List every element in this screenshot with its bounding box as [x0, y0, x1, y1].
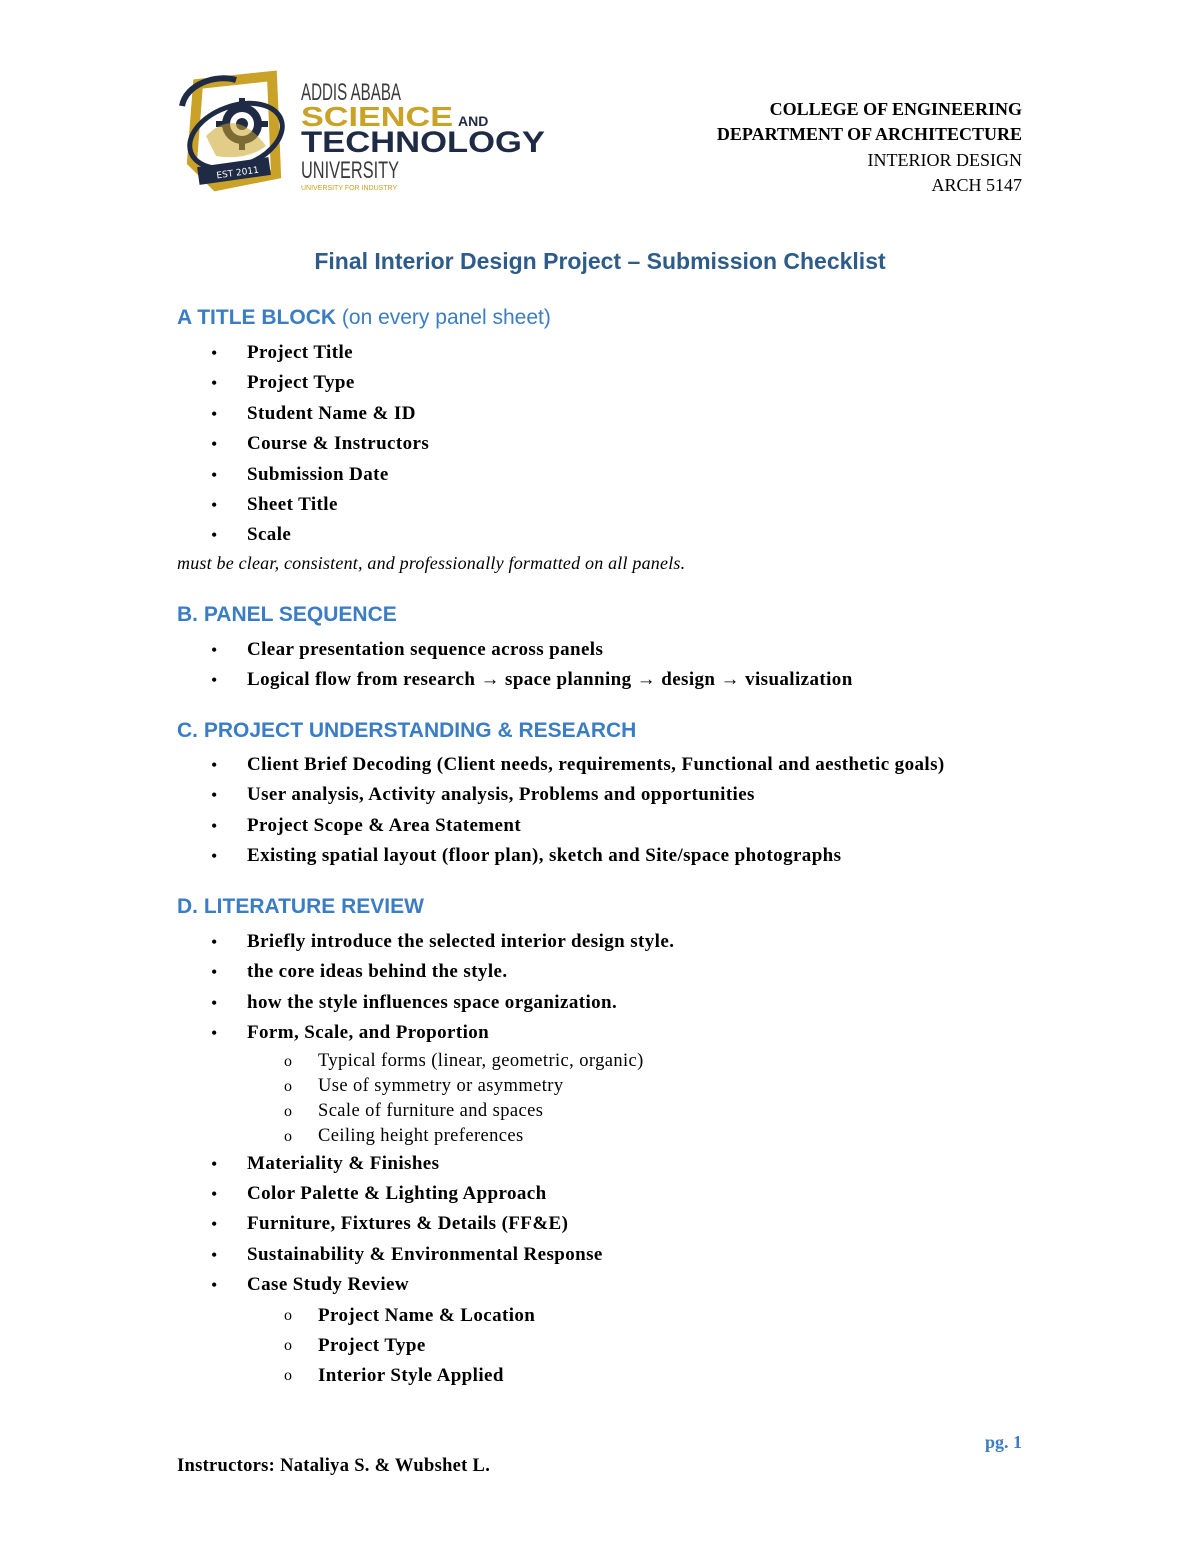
- footer-instructors: Instructors: Nataliya S. & Wubshet L.: [177, 1456, 491, 1476]
- list-item: • Furniture, Fixtures & Details (FF&E): [0, 1209, 674, 1239]
- sub-list-item: o Scale of furniture and spaces: [0, 1099, 674, 1124]
- section-a-heading-paren: (on every panel sheet): [341, 306, 551, 329]
- list-item: • Case Study Review: [0, 1270, 674, 1300]
- list-item: • Student Name & ID: [0, 399, 429, 429]
- list-item: • Scale: [0, 520, 429, 550]
- header-course-code: ARCH 5147: [931, 175, 1022, 195]
- list-item: • Existing spatial layout (floor plan), sketch and Site/space photographs: [0, 841, 945, 871]
- seal-text: EST 2011: [215, 165, 260, 182]
- sub-list-item: o Use of symmetry or asymmetry: [0, 1074, 674, 1099]
- section-b-list: [0, 635, 853, 696]
- sub-list-item: o Typical forms (linear, geometric, organic): [0, 1049, 674, 1074]
- section-a-note: must be clear, consistent, and professionally formatted on all panels.: [177, 553, 686, 573]
- list-item: • Logical flow from research → space planning → design → visualization: [0, 665, 853, 695]
- section-d-list: [0, 927, 674, 1391]
- logo-line-and: AND: [458, 113, 489, 129]
- sub-list-item: o Project Name & Location: [0, 1301, 674, 1331]
- sub-list-item: o Ceiling height preferences: [0, 1124, 674, 1149]
- section-a-heading-main: A TITLE BLOCK: [177, 306, 337, 329]
- section-c-list: [0, 750, 945, 872]
- page-title: Final Interior Design Project – Submission Checklist: [314, 248, 886, 274]
- list-item: • Submission Date: [0, 460, 429, 490]
- page-number: pg. 1: [984, 1432, 1022, 1452]
- list-item: • Materiality & Finishes: [0, 1149, 674, 1179]
- list-item: • Clear presentation sequence across panels: [0, 635, 853, 665]
- header-college: COLLEGE OF ENGINEERING: [769, 99, 1022, 119]
- list-item: • how the style influences space organization.: [0, 988, 674, 1018]
- section-a-list: [0, 338, 429, 551]
- list-item: • Sustainability & Environmental Response: [0, 1240, 674, 1270]
- section-c-heading: C. PROJECT UNDERSTANDING & RESEARCH: [177, 719, 637, 742]
- sub-list-item: o Project Type: [0, 1331, 674, 1361]
- list-item: • Project Title: [0, 338, 429, 368]
- section-a-heading: [177, 306, 551, 330]
- list-item: • Course & Instructors: [0, 429, 429, 459]
- university-seal-icon: [181, 76, 292, 186]
- list-item: • Project Scope & Area Statement: [0, 811, 945, 841]
- header-program: INTERIOR DESIGN: [867, 150, 1022, 170]
- section-d-heading: D. LITERATURE REVIEW: [177, 895, 424, 918]
- header-department: DEPARTMENT OF ARCHITECTURE: [716, 124, 1022, 144]
- list-item: • Client Brief Decoding (Client needs, requirements, Functional and aesthetic goals): [0, 750, 945, 780]
- list-item: • Color Palette & Lighting Approach: [0, 1179, 674, 1209]
- list-item: • the core ideas behind the style.: [0, 957, 674, 987]
- logo-line-technology: TECHNOLOGY: [301, 126, 545, 159]
- list-item: • Form, Scale, and Proportion: [0, 1018, 674, 1048]
- section-b-heading: B. PANEL SEQUENCE: [177, 603, 397, 626]
- logo-tagline: UNIVERSITY FOR INDUSTRY: [301, 185, 398, 192]
- logo-line-addis: ADDIS ABABA: [301, 79, 401, 106]
- logo-line-science: SCIENCE: [301, 101, 453, 132]
- list-item: • Sheet Title: [0, 490, 429, 520]
- list-item: • User analysis, Activity analysis, Problems and opportunities: [0, 780, 945, 810]
- university-logo: [176, 66, 556, 196]
- sub-list-item: o Interior Style Applied: [0, 1361, 674, 1391]
- list-item: • Briefly introduce the selected interior design style.: [0, 927, 674, 957]
- logo-line-university: UNIVERSITY: [301, 157, 399, 184]
- list-item: • Project Type: [0, 368, 429, 398]
